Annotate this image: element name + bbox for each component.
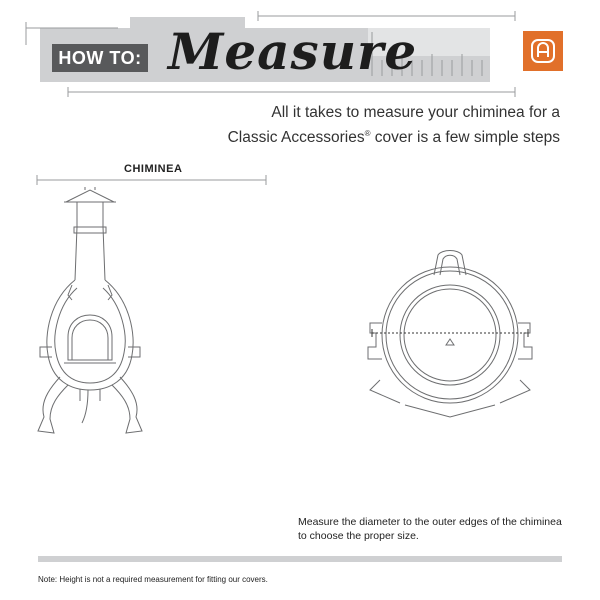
brand-name: Classic Accessories [227,129,365,147]
section-label: CHIMINEA [124,163,183,175]
page-title: Measure [168,22,418,81]
footer-note: Note: Height is not a required measurement for fitting our covers. [38,575,268,584]
intro-line-1: All it takes to measure your chiminea for a [271,104,560,121]
registered-mark: ® [364,129,371,138]
instruction-text [298,515,588,543]
chiminea-side-illustration [30,185,170,440]
intro-text [200,102,560,148]
how-to-label: HOW TO: [52,44,148,72]
instruction-line-2: to choose the proper size. [298,530,419,542]
intro-line-2 [200,123,560,148]
footer-divider [38,556,562,562]
chiminea-top-view-illustration [360,245,540,430]
intro-line-2-rest: cover is a few simple steps [370,129,560,147]
classic-accessories-ca-monogram-icon [523,31,563,71]
instruction-line-1: Measure the diameter to the outer edges of the chiminea [298,516,562,528]
